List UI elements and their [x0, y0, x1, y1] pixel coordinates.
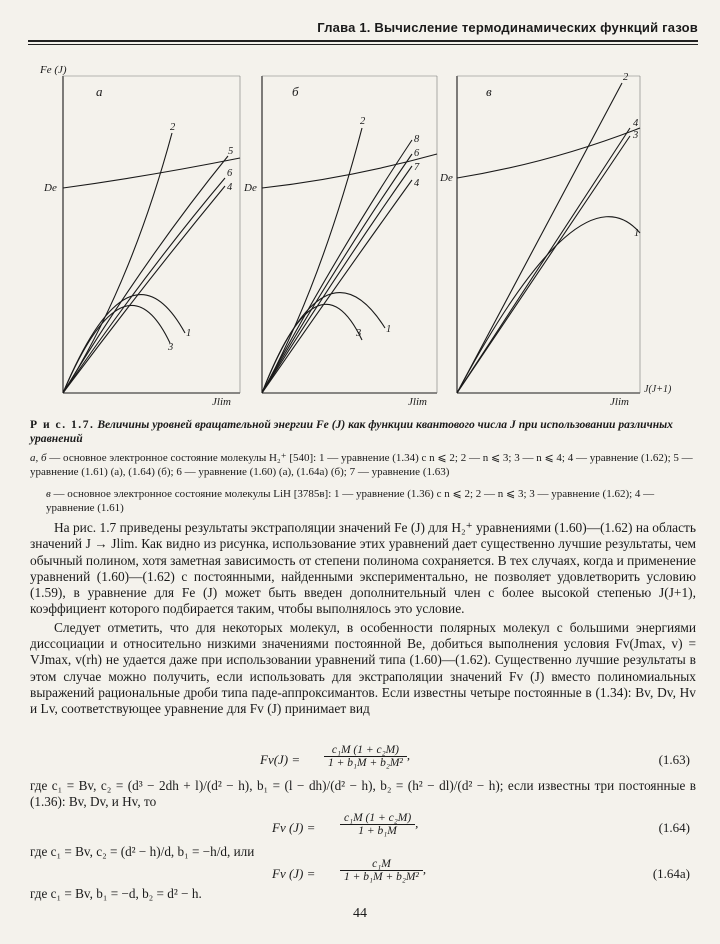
svg-text:7: 7 [414, 162, 420, 173]
panel-a-curve-1 [63, 295, 185, 393]
svg-text:3: 3 [168, 342, 174, 353]
svg-text:2: 2 [170, 122, 176, 133]
paragraph-2: Следует отметить, что для некоторых молекул, в особенности полярных молекул с большими энергиями диссоциации и относительно низкими значениями постоянной Be, добиться выполнения условия Fv(Jmax, v) = VJmax, v(rh) не удается даже при использовании уравнений типа (1.60)—(1.62). Существенно лучшие результаты в этом случае можно получить, если использовать для экстраполяции значений Fv (J) вместо полиномиальных выражений рациональные дроби типа паде-аппроксимантов. Если известны четыре постоянные в (1.34): Bv, Dv, Hv и Lv, соответствующее уравнение для Fv (J) принимает вид [30, 619, 696, 717]
panel-b-curve-7 [262, 166, 412, 393]
equation-denominator: 1 + b₁M + b₂M² [344, 871, 419, 883]
panel-v-curve-1 [457, 217, 640, 393]
equation-denominator: 1 + b₁M + b₂M² [328, 757, 403, 769]
svg-text:4: 4 [227, 182, 233, 193]
where-line-2: где c₁ = Bv, c₂ = (d² − h)/d, b₁ = −h/d, или [30, 844, 255, 859]
equation-comma: , [415, 815, 419, 831]
equation-number: (1.63) [658, 752, 690, 767]
panel-v-curve-2 [457, 83, 622, 393]
panel-v-curve-3 [457, 136, 630, 393]
running-head: Глава 1. Вычисление термодинамических функций газов [317, 20, 698, 35]
body-paragraphs [30, 520, 696, 718]
equation-number: (1.64) [658, 820, 690, 835]
panel-b-curve-de [262, 154, 437, 188]
panel-a-curve-de [63, 158, 240, 188]
caption-number: Р и с. 1.7. [30, 418, 95, 431]
paragraph-1: На рис. 1.7 приведены результаты экстраполяции значений Fe (J) для H₂⁺ уравнениями (1.60)—(1.62) на область значений J → Jlim. Как видно из рисунка, использование этих уравнений дает существенно лучшие результаты, чем обычный полином, хотя заметная зависимость от степени полинома сохраняется. В тех случаях, когда и применение уравнений (1.60)—(1.62) с постоянными, найденными экспериментально, не позволяет удовлетворить условию (1.59), в уравнение для Fe (J) может быть введен дополнительный член с более высокой степенью J(J+1), коэффициент которого подбирается таким, чтобы выполнялось это условие. [30, 520, 696, 617]
equation-comma: , [422, 861, 427, 877]
x-axis-extra-label: J(J+1) [644, 384, 672, 395]
panel-a-letter: а [96, 84, 103, 99]
legend-text: — основное электронное состояние молекулы LiH [3785в]: 1 — уравнение (1.36) с n ⩽ 2; 2 — n ⩽ 3; 3 — уравнение (1.62); 4 — уравнение (1.61) [46, 488, 655, 514]
legend-key: в [46, 488, 51, 500]
figure-1-7 [0, 58, 720, 418]
header-rule-thin [28, 44, 698, 45]
equation-lhs: Fv(J) = [260, 752, 301, 767]
panel-b-plot [262, 76, 437, 393]
svg-text:1: 1 [634, 228, 640, 239]
svg-text:6: 6 [227, 168, 233, 179]
equation-number: (1.64а) [652, 866, 690, 881]
equation-numerator: c₁M [340, 858, 423, 871]
panel-b-letter: б [292, 84, 299, 99]
equation-denominator: 1 + b₁M [358, 825, 397, 837]
panel-v-curve-4 [457, 128, 630, 393]
where-line-1: где c₁ = Bv, c₂ = (d³ − 2dh + l)/(d² − h), b₁ = (l − dh)/(d² − h), b₂ = (h² − dl)/(d² − h); если известны три постоянные в (1.36): Bv, Dv, и Hv, то [30, 778, 696, 809]
svg-text:5: 5 [228, 146, 234, 157]
equation-numerator: c₁M (1 + c₂M) [324, 744, 407, 757]
panel-b-de-label: De [244, 182, 257, 194]
page-number: 44 [353, 906, 367, 921]
svg-text:8: 8 [414, 134, 420, 145]
panel-v-letter: в [486, 84, 492, 99]
panel-v-de-label: De [440, 172, 453, 184]
panel-v-plot [457, 76, 640, 393]
figure-caption [30, 418, 692, 446]
panel-b-curve-1 [262, 293, 385, 393]
svg-text:1: 1 [386, 324, 392, 335]
legend-ab [30, 452, 696, 479]
equation-lhs: Fv (J) = [272, 820, 316, 835]
where-line-3: где c₁ = Bv, b₁ = −d, b₂ = d² − h. [30, 886, 202, 901]
figure-svg [0, 58, 720, 418]
equation-comma: , [406, 747, 411, 763]
panel-a-jlim-label: Jlim [212, 396, 231, 408]
panel-a-plot [63, 76, 240, 393]
equation-lhs: Fv (J) = [272, 866, 316, 881]
panel-a-de-label: De [44, 182, 57, 194]
equation-numerator: c₁M (1 + c₂M) [340, 812, 415, 825]
header-rule [28, 40, 698, 42]
svg-text:3: 3 [633, 130, 639, 141]
panel-a-curve-3 [63, 305, 170, 393]
svg-text:4: 4 [633, 118, 639, 129]
panel-b-curve-4 [262, 180, 412, 393]
svg-text:4: 4 [414, 178, 420, 189]
equation-1-64 [0, 812, 720, 848]
svg-text:2: 2 [360, 116, 366, 127]
y-axis-label: Fe (J) [40, 64, 67, 76]
svg-text:1: 1 [186, 328, 192, 339]
legend-v [46, 488, 696, 515]
svg-text:6: 6 [414, 148, 420, 159]
svg-text:3: 3 [356, 328, 362, 339]
equation-1-63 [0, 744, 720, 780]
panel-a-curve-4 [63, 186, 225, 393]
panel-b-jlim-label: Jlim [408, 396, 427, 408]
panel-v-jlim-label: Jlim [610, 396, 629, 408]
legend-key: а, б [30, 452, 47, 464]
panel-v-curve-de [457, 128, 640, 178]
caption-text: Величины уровней вращательной энергии Fe (J) как функции квантового числа J при использовании различных уравнений [30, 418, 673, 445]
legend-text: — основное электронное состояние молекулы H₂⁺ [540]: 1 — уравнение (1.34) с n ⩽ 2; 2 — n ⩽ 3; 3 — n ⩽ 4; 4 — уравнение (1.62); 5 — уравнение (1.61) (а), (1.64) (б); 6 — уравнение (1.60) (а), (1.64а) (б); 7 — уравнение (1.63) [30, 452, 693, 478]
panel-b-curve-3 [262, 304, 362, 393]
svg-text:2: 2 [623, 72, 629, 83]
panel-a-curve-2 [63, 133, 172, 393]
